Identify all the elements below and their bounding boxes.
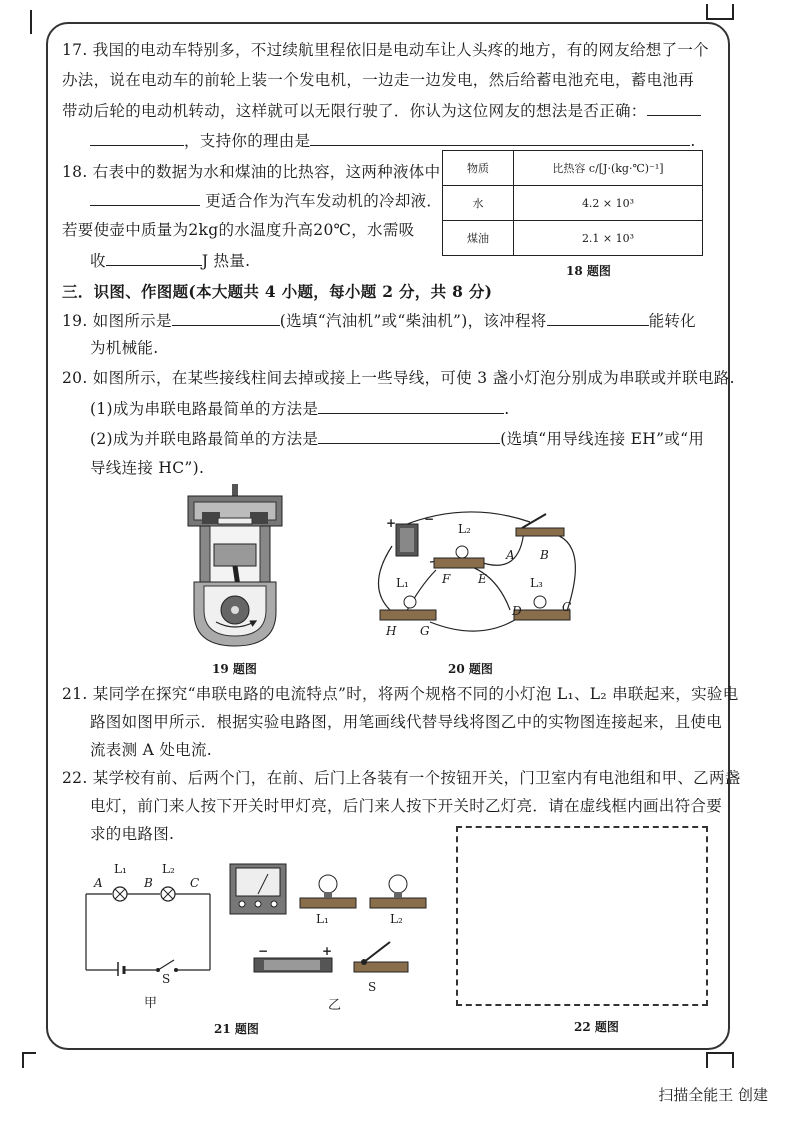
fig21-label-L1: L₁ xyxy=(114,862,127,876)
fig21-label-S: S xyxy=(162,972,171,986)
q20-part1-blank[interactable] xyxy=(318,398,504,414)
crop-mark-top-right xyxy=(706,4,734,20)
battery-plus-label: − xyxy=(424,512,435,526)
figure-20-caption: 20 题图 xyxy=(448,662,493,676)
table-row xyxy=(443,221,703,256)
q18-line2 xyxy=(90,190,442,211)
q17-reason-label: ，支持你的理由是 xyxy=(184,132,311,150)
crop-mark-bottom-right xyxy=(706,1052,734,1068)
fig21-yi-plus: + xyxy=(322,944,333,958)
q17-reason-blank[interactable] xyxy=(310,130,690,146)
q21-line3: 流表测 A 处电流. xyxy=(90,741,212,759)
specific-heat-table xyxy=(442,150,703,256)
fig21-yi-label-L1: L₁ xyxy=(316,912,329,926)
q20-line2 xyxy=(90,398,510,419)
figure-19-engine xyxy=(180,482,290,652)
q17-answer-blank-1[interactable] xyxy=(647,100,701,116)
table-cell: 4.2 × 10³ xyxy=(514,186,703,221)
fig21-yi-minus: − xyxy=(258,944,269,958)
q19-engine-blank[interactable] xyxy=(172,310,280,326)
label-C: C xyxy=(562,600,572,614)
table-cell: 2.1 × 10³ xyxy=(514,221,703,256)
fig21-label-L2: L₂ xyxy=(162,862,175,876)
q17-answer-blank-2[interactable] xyxy=(90,130,184,146)
label-F: F xyxy=(442,572,451,586)
section-3-heading: 三．识图、作图题(本大题共 4 小题，每小题 2 分，共 8 分) xyxy=(62,282,493,301)
q20-part1-period: . xyxy=(504,400,510,418)
q17-line3-text: 带动后轮的电动机转动，这样就可以无限行驶了．你认为这位网友的想法是否正确： xyxy=(62,102,647,120)
table-caption: 18 题图 xyxy=(566,264,611,278)
q19-energy-blank[interactable] xyxy=(547,310,649,326)
scanner-watermark: 扫描全能王 创建 xyxy=(658,1086,768,1104)
q18-absorb-label: 收 xyxy=(90,252,106,270)
q17-line4 xyxy=(90,130,696,151)
label-H: H xyxy=(386,624,397,638)
table-row xyxy=(443,186,703,221)
q18-unit: J 热量. xyxy=(201,252,251,270)
fig21-yi-label-S: S xyxy=(368,980,377,994)
fig21-yi-label-L2: L₂ xyxy=(390,912,403,926)
q18-line3: 若要使壶中质量为2kg的水温度升高20℃，水需吸 xyxy=(62,221,415,239)
q21-line2: 路图如图甲所示．根据实验电路图，用笔画线代替导线将图乙中的实物图连接起来，且使电 xyxy=(90,713,723,731)
q18-line1: 18. 右表中的数据为水和煤油的比热容，这两种液体中 xyxy=(62,163,441,181)
figure-21-jia-diagram xyxy=(82,880,214,976)
fig21-label-B: B xyxy=(144,876,153,890)
label-L2: L₂ xyxy=(458,522,471,536)
q18-line4 xyxy=(90,250,250,271)
label-A: A xyxy=(506,548,515,562)
q17-line1: 17. 我国的电动车特别多，不过续航里程依旧是电动车让人头疼的地方，有的网友给想了一个 xyxy=(62,41,709,59)
answer-dashed-box[interactable] xyxy=(456,826,708,1006)
label-L3: L₃ xyxy=(530,576,543,590)
table-header-heat: 比热容 c/[J·(kg·℃)⁻¹] xyxy=(514,151,703,186)
label-B: B xyxy=(540,548,549,562)
label-E: E xyxy=(478,572,487,586)
crop-mark-top-left xyxy=(30,10,44,34)
q19-line1 xyxy=(62,310,696,331)
q20-part2-hint: (选填“用导线连接 EH”或“用 xyxy=(500,430,705,448)
figure-21-yi-label: 乙 xyxy=(328,998,342,1013)
q22-line3: 求的电路图. xyxy=(90,825,175,843)
q18-liquid-blank[interactable] xyxy=(90,190,200,206)
fig21-label-C: C xyxy=(190,876,200,890)
battery-minus-label: + xyxy=(386,516,397,530)
figure-21-yi-components xyxy=(224,858,438,988)
q22-line2: 电灯，前门来人按下开关时甲灯亮，后门来人按下开关时乙灯亮．请在虚线框内画出符合要 xyxy=(90,797,723,815)
figure-21-caption: 21 题图 xyxy=(214,1022,259,1036)
table-header-row xyxy=(443,151,703,186)
q18-heat-blank[interactable] xyxy=(106,250,202,266)
q19-text-b: (选填“汽油机”或“柴油机”)，该冲程将 xyxy=(279,312,547,330)
q22-line1: 22. 某学校有前、后两个门，在前、后门上各装有一个按钮开关，门卫室内有电池组和甲、乙两盏 xyxy=(62,769,741,787)
q20-part2-blank[interactable] xyxy=(318,428,500,444)
q20-part1-label: (1)成为串联电路最简单的方法是 xyxy=(90,400,319,418)
q19-text-a: 19. 如图所示是 xyxy=(62,312,172,330)
table-cell: 煤油 xyxy=(443,221,514,256)
figure-22-caption: 22 题图 xyxy=(574,1020,619,1034)
q20-line3 xyxy=(90,428,704,449)
q19-line2: 为机械能. xyxy=(90,339,159,357)
figure-19-caption: 19 题图 xyxy=(212,662,257,676)
table-header-substance: 物质 xyxy=(443,151,514,186)
figure-21-jia-label: 甲 xyxy=(144,996,158,1011)
q20-line1: 20. 如图所示，在某些接线柱间去掉或接上一些导线，可使 3 盏小灯泡分别成为串联或并联电路. xyxy=(62,369,735,387)
q18-line2-text: 更适合作为汽车发动机的冷却液． xyxy=(205,192,443,210)
q17-period: . xyxy=(690,132,696,150)
fig21-label-A: A xyxy=(94,876,103,890)
q19-text-c: 能转化 xyxy=(648,312,696,330)
label-D: D xyxy=(512,604,522,618)
q21-line1: 21. 某同学在探究“串联电路的电流特点”时，将两个规格不同的小灯泡 L₁、L₂ 串联起来，实验电 xyxy=(62,685,739,703)
table-cell: 水 xyxy=(443,186,514,221)
crop-mark-bottom-left xyxy=(22,1052,36,1068)
q20-line4: 导线连接 HC”). xyxy=(90,459,205,477)
q17-line2: 办法，说在电动车的前轮上装一个发电机，一边走一边发电，然后给蓄电池充电，蓄电池再 xyxy=(62,71,695,89)
q17-line3 xyxy=(62,100,701,121)
label-G: G xyxy=(420,624,430,638)
label-L1: L₁ xyxy=(396,576,409,590)
q20-part2-label: (2)成为并联电路最简单的方法是 xyxy=(90,430,319,448)
